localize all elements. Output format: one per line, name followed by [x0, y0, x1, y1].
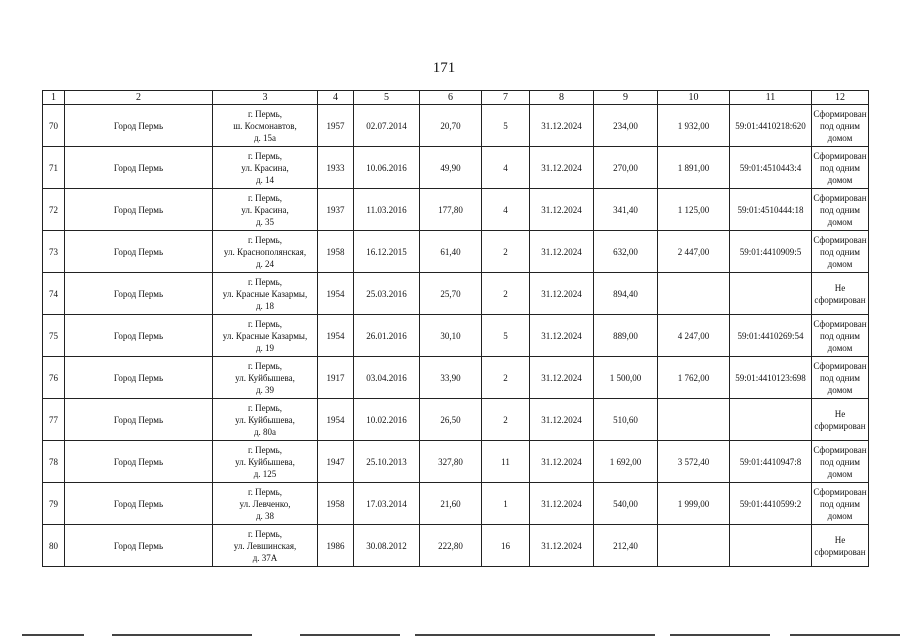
- year-built-cell: 1957: [318, 105, 354, 147]
- status-cell: [812, 189, 869, 231]
- address-line: г. Пермь,: [247, 528, 283, 539]
- year-built-cell: 1917: [318, 357, 354, 399]
- status-line: под одним домом: [819, 246, 861, 269]
- row-number: 79: [43, 483, 65, 525]
- residents-cell: 4: [482, 189, 530, 231]
- address-line: д. 80а: [253, 426, 277, 437]
- bottom-rule: [790, 634, 900, 636]
- address-cell: [213, 189, 318, 231]
- column-header: 4: [318, 91, 354, 105]
- cadastral-number-cell: 59:01:4510444:18: [730, 189, 812, 231]
- column-header: 1: [43, 91, 65, 105]
- address-line: д. 35: [255, 216, 275, 227]
- deadline-cell: 31.12.2024: [530, 357, 594, 399]
- status-line: Сформирован: [813, 318, 867, 329]
- status-cell: [812, 231, 869, 273]
- value-col10-cell: 4 247,00: [658, 315, 730, 357]
- date-cell: 17.03.2014: [354, 483, 420, 525]
- address-line: д. 18: [255, 300, 275, 311]
- status-line: Сформирован: [813, 360, 867, 371]
- cadastral-number-cell: [730, 273, 812, 315]
- row-number: 70: [43, 105, 65, 147]
- deadline-cell: 31.12.2024: [530, 315, 594, 357]
- table-row: [43, 357, 869, 399]
- date-cell: 25.10.2013: [354, 441, 420, 483]
- municipality-cell: Город Пермь: [65, 273, 213, 315]
- status-line: под одним домом: [819, 330, 861, 353]
- address-line: д. 24: [255, 258, 275, 269]
- date-cell: 10.06.2016: [354, 147, 420, 189]
- bottom-rule: [300, 634, 400, 636]
- address-cell: [213, 315, 318, 357]
- address-line: д. 39: [255, 384, 275, 395]
- residents-cell: 5: [482, 105, 530, 147]
- cadastral-number-cell: 59:01:4410909:5: [730, 231, 812, 273]
- value-col9-cell: 889,00: [594, 315, 658, 357]
- year-built-cell: 1947: [318, 441, 354, 483]
- deadline-cell: 31.12.2024: [530, 231, 594, 273]
- status-cell: [812, 525, 869, 567]
- value-col10-cell: [658, 525, 730, 567]
- year-built-cell: 1933: [318, 147, 354, 189]
- table-row: [43, 399, 869, 441]
- bottom-rule: [112, 634, 252, 636]
- cadastral-number-cell: 59:01:4410947:8: [730, 441, 812, 483]
- cadastral-number-cell: 59:01:4410269:54: [730, 315, 812, 357]
- status-cell: [812, 105, 869, 147]
- status-line: Сформирован: [813, 486, 867, 497]
- row-number: 72: [43, 189, 65, 231]
- address-line: ул. Левченко,: [239, 498, 291, 509]
- municipality-cell: Город Пермь: [65, 525, 213, 567]
- value-col9-cell: 510,60: [594, 399, 658, 441]
- cadastral-number-cell: [730, 399, 812, 441]
- deadline-cell: 31.12.2024: [530, 441, 594, 483]
- municipality-cell: Город Пермь: [65, 147, 213, 189]
- column-header: 8: [530, 91, 594, 105]
- address-cell: [213, 525, 318, 567]
- column-header: 5: [354, 91, 420, 105]
- year-built-cell: 1954: [318, 315, 354, 357]
- column-header: 9: [594, 91, 658, 105]
- address-cell: [213, 273, 318, 315]
- area-cell: 30,10: [420, 315, 482, 357]
- deadline-cell: 31.12.2024: [530, 399, 594, 441]
- residents-cell: 2: [482, 231, 530, 273]
- municipality-cell: Город Пермь: [65, 357, 213, 399]
- address-line: г. Пермь,: [247, 402, 283, 413]
- value-col10-cell: [658, 399, 730, 441]
- value-col10-cell: 1 125,00: [658, 189, 730, 231]
- row-number: 76: [43, 357, 65, 399]
- column-header: 11: [730, 91, 812, 105]
- bottom-rule: [415, 634, 655, 636]
- municipality-cell: Город Пермь: [65, 315, 213, 357]
- residents-cell: 4: [482, 147, 530, 189]
- area-cell: 177,80: [420, 189, 482, 231]
- residents-cell: 16: [482, 525, 530, 567]
- year-built-cell: 1937: [318, 189, 354, 231]
- area-cell: 26,50: [420, 399, 482, 441]
- row-number: 71: [43, 147, 65, 189]
- column-header: 3: [213, 91, 318, 105]
- date-cell: 10.02.2016: [354, 399, 420, 441]
- table-row: [43, 441, 869, 483]
- value-col10-cell: 3 572,40: [658, 441, 730, 483]
- year-built-cell: 1954: [318, 399, 354, 441]
- date-cell: 02.07.2014: [354, 105, 420, 147]
- address-cell: [213, 105, 318, 147]
- residents-cell: 2: [482, 357, 530, 399]
- row-number: 78: [43, 441, 65, 483]
- status-cell: [812, 147, 869, 189]
- value-col9-cell: 270,00: [594, 147, 658, 189]
- cadastral-number-cell: 59:01:4410218:620: [730, 105, 812, 147]
- date-cell: 03.04.2016: [354, 357, 420, 399]
- address-cell: [213, 357, 318, 399]
- address-cell: [213, 441, 318, 483]
- status-line: Сформирован: [813, 150, 867, 161]
- deadline-cell: 31.12.2024: [530, 147, 594, 189]
- residents-cell: 5: [482, 315, 530, 357]
- date-cell: 11.03.2016: [354, 189, 420, 231]
- status-line: под одним домом: [819, 204, 861, 227]
- address-line: ул. Красные Казармы,: [222, 288, 308, 299]
- address-line: ул. Левшинская,: [233, 540, 297, 551]
- row-number: 80: [43, 525, 65, 567]
- status-cell: [812, 357, 869, 399]
- address-line: ул. Красина,: [241, 204, 289, 215]
- address-line: д. 38: [255, 510, 275, 521]
- cadastral-number-cell: [730, 525, 812, 567]
- address-cell: [213, 147, 318, 189]
- address-line: ул. Куйбышева,: [235, 372, 295, 383]
- address-line: г. Пермь,: [247, 108, 283, 119]
- status-line: Не сформирован: [814, 534, 866, 557]
- value-col10-cell: 1 762,00: [658, 357, 730, 399]
- deadline-cell: 31.12.2024: [530, 483, 594, 525]
- table-row: [43, 525, 869, 567]
- table-row: [43, 147, 869, 189]
- status-line: под одним домом: [819, 372, 861, 395]
- value-col9-cell: 234,00: [594, 105, 658, 147]
- table-row: [43, 483, 869, 525]
- registry-table: [42, 90, 869, 567]
- deadline-cell: 31.12.2024: [530, 273, 594, 315]
- area-cell: 61,40: [420, 231, 482, 273]
- date-cell: 30.08.2012: [354, 525, 420, 567]
- address-line: д. 37А: [252, 552, 278, 563]
- address-line: ул. Куйбышева,: [235, 456, 295, 467]
- municipality-cell: Город Пермь: [65, 231, 213, 273]
- municipality-cell: Город Пермь: [65, 483, 213, 525]
- municipality-cell: Город Пермь: [65, 189, 213, 231]
- address-cell: [213, 399, 318, 441]
- value-col9-cell: 212,40: [594, 525, 658, 567]
- address-line: д. 19: [255, 342, 275, 353]
- row-number: 75: [43, 315, 65, 357]
- area-cell: 222,80: [420, 525, 482, 567]
- row-number: 74: [43, 273, 65, 315]
- table-body: [43, 105, 869, 567]
- address-line: г. Пермь,: [247, 318, 283, 329]
- status-line: Сформирован: [813, 192, 867, 203]
- area-cell: 20,70: [420, 105, 482, 147]
- row-number: 77: [43, 399, 65, 441]
- status-line: Не сформирован: [814, 282, 866, 305]
- year-built-cell: 1958: [318, 231, 354, 273]
- status-line: под одним домом: [819, 456, 861, 479]
- area-cell: 33,90: [420, 357, 482, 399]
- address-line: д. 125: [253, 468, 277, 479]
- column-header: 10: [658, 91, 730, 105]
- address-line: ш. Космонавтов,: [233, 120, 297, 131]
- residents-cell: 2: [482, 273, 530, 315]
- address-line: ул. Красные Казармы,: [222, 330, 308, 341]
- deadline-cell: 31.12.2024: [530, 525, 594, 567]
- value-col10-cell: 2 447,00: [658, 231, 730, 273]
- year-built-cell: 1986: [318, 525, 354, 567]
- column-header: 12: [812, 91, 869, 105]
- status-line: Сформирован: [813, 234, 867, 245]
- bottom-rule: [22, 634, 84, 636]
- status-cell: [812, 483, 869, 525]
- cadastral-number-cell: 59:01:4510443:4: [730, 147, 812, 189]
- address-line: г. Пермь,: [247, 234, 283, 245]
- residents-cell: 11: [482, 441, 530, 483]
- table-row: [43, 105, 869, 147]
- residents-cell: 1: [482, 483, 530, 525]
- year-built-cell: 1958: [318, 483, 354, 525]
- address-cell: [213, 231, 318, 273]
- cadastral-number-cell: 59:01:4410599:2: [730, 483, 812, 525]
- status-cell: [812, 399, 869, 441]
- value-col9-cell: 540,00: [594, 483, 658, 525]
- cadastral-number-cell: 59:01:4410123:698: [730, 357, 812, 399]
- header-row: [43, 91, 869, 105]
- year-built-cell: 1954: [318, 273, 354, 315]
- address-line: ул. Красина,: [241, 162, 289, 173]
- status-line: Сформирован: [813, 108, 867, 119]
- column-header: 2: [65, 91, 213, 105]
- municipality-cell: Город Пермь: [65, 441, 213, 483]
- value-col9-cell: 632,00: [594, 231, 658, 273]
- value-col9-cell: 1 500,00: [594, 357, 658, 399]
- value-col10-cell: 1 999,00: [658, 483, 730, 525]
- value-col10-cell: 1 932,00: [658, 105, 730, 147]
- value-col9-cell: 894,40: [594, 273, 658, 315]
- date-cell: 26.01.2016: [354, 315, 420, 357]
- date-cell: 25.03.2016: [354, 273, 420, 315]
- table-row: [43, 315, 869, 357]
- table-row: [43, 273, 869, 315]
- address-line: д. 15а: [253, 132, 277, 143]
- address-line: г. Пермь,: [247, 360, 283, 371]
- area-cell: 21,60: [420, 483, 482, 525]
- address-line: ул. Краснополянская,: [223, 246, 307, 257]
- status-cell: [812, 273, 869, 315]
- address-line: д. 14: [255, 174, 275, 185]
- value-col10-cell: 1 891,00: [658, 147, 730, 189]
- column-header: 7: [482, 91, 530, 105]
- bottom-rule: [670, 634, 770, 636]
- page-number: 171: [432, 60, 456, 76]
- value-col10-cell: [658, 273, 730, 315]
- row-number: 73: [43, 231, 65, 273]
- area-cell: 49,90: [420, 147, 482, 189]
- municipality-cell: Город Пермь: [65, 399, 213, 441]
- status-cell: [812, 315, 869, 357]
- address-line: г. Пермь,: [247, 276, 283, 287]
- column-header: 6: [420, 91, 482, 105]
- address-line: г. Пермь,: [247, 444, 283, 455]
- status-line: под одним домом: [819, 120, 861, 143]
- deadline-cell: 31.12.2024: [530, 189, 594, 231]
- area-cell: 327,80: [420, 441, 482, 483]
- address-line: ул. Куйбышева,: [235, 414, 295, 425]
- address-line: г. Пермь,: [247, 150, 283, 161]
- address-cell: [213, 483, 318, 525]
- address-line: г. Пермь,: [247, 192, 283, 203]
- deadline-cell: 31.12.2024: [530, 105, 594, 147]
- status-line: Не сформирован: [814, 408, 866, 431]
- status-line: Сформирован: [813, 444, 867, 455]
- status-cell: [812, 441, 869, 483]
- value-col9-cell: 341,40: [594, 189, 658, 231]
- table-row: [43, 189, 869, 231]
- status-line: под одним домом: [819, 162, 861, 185]
- residents-cell: 2: [482, 399, 530, 441]
- address-line: г. Пермь,: [247, 486, 283, 497]
- area-cell: 25,70: [420, 273, 482, 315]
- value-col9-cell: 1 692,00: [594, 441, 658, 483]
- date-cell: 16.12.2015: [354, 231, 420, 273]
- status-line: под одним домом: [819, 498, 861, 521]
- table-row: [43, 231, 869, 273]
- municipality-cell: Город Пермь: [65, 105, 213, 147]
